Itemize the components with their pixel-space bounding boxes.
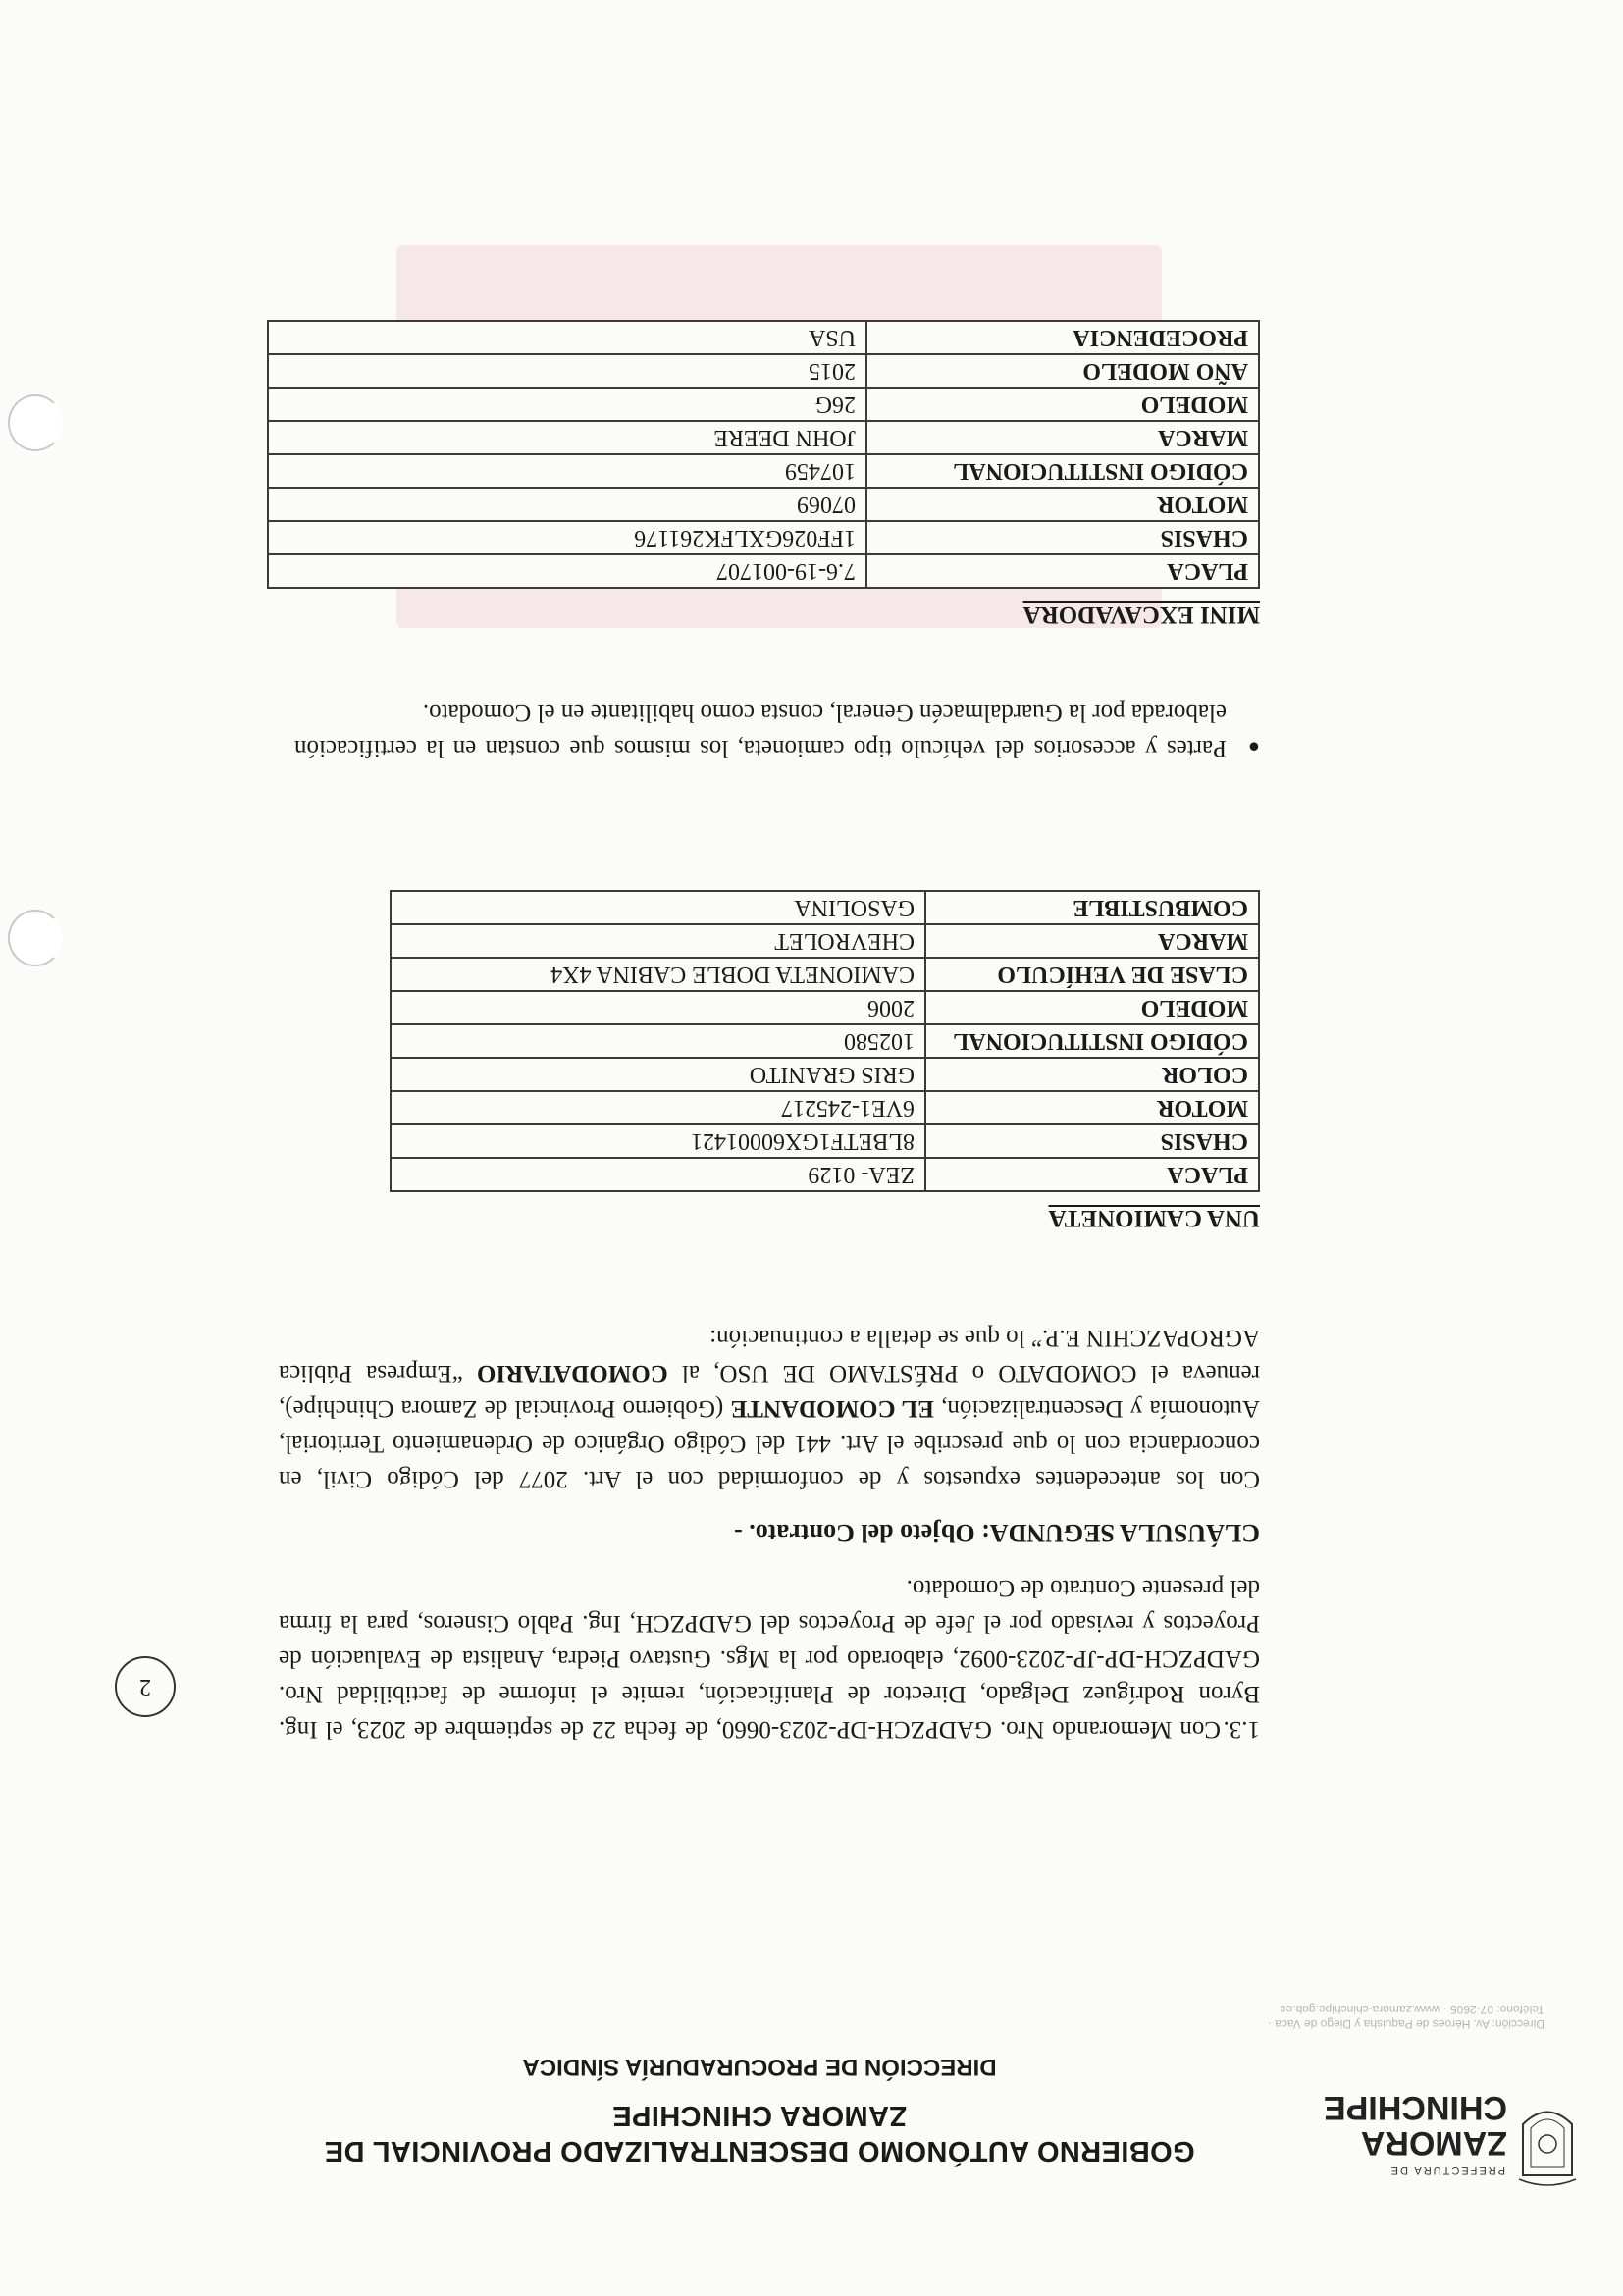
table-row <box>391 1024 1259 1058</box>
spec-label: MARCA <box>866 421 1259 454</box>
prefectura-logo <box>1289 2085 1584 2193</box>
spec-value: GRIS GRANITO <box>391 1058 925 1091</box>
spec-label: COLOR <box>925 1058 1259 1091</box>
spec-label: MODELO <box>925 991 1259 1024</box>
table-row <box>391 1058 1259 1091</box>
spec-value: 2015 <box>268 354 866 388</box>
spec-label: CLASE DE VEHÍCULO <box>925 958 1259 991</box>
clause-comodatario: COMODATARIO <box>476 1360 668 1386</box>
spec-value: CAMIONETA DOBLE CABINA 4X4 <box>391 958 925 991</box>
spec-value: 107459 <box>268 454 866 488</box>
spec-label: MOTOR <box>866 488 1259 521</box>
table-row <box>268 488 1259 521</box>
organization-title: GOBIERNO AUTÓNOMO DESCENTRALIZADO PROVINCIAL DE ZAMORA CHINCHIPE <box>324 2100 1195 2166</box>
table-row <box>268 388 1259 421</box>
spec-label: MODELO <box>866 388 1259 421</box>
spec-value: ZEA- 0129 <box>391 1158 925 1191</box>
spec-label: CHASIS <box>925 1124 1259 1158</box>
spec-value: CHEVROLET <box>391 924 925 958</box>
spec-value: 102580 <box>391 1024 925 1058</box>
table-row <box>268 421 1259 454</box>
spec-label: CHASIS <box>866 521 1259 554</box>
spec-label: CÓDIGO INSTITUCIONAL <box>866 454 1259 488</box>
spec-value: USA <box>268 321 866 354</box>
table-row <box>391 1158 1259 1191</box>
paragraph-1-3 <box>279 1570 1260 1747</box>
clause-comodante: EL COMODANTE <box>730 1395 934 1422</box>
spec-value: GASOLINA <box>391 891 925 924</box>
spec-value: 26G <box>268 388 866 421</box>
punch-hole <box>8 394 63 451</box>
clause-title: CLÁUSULA SEGUNDA: Objeto del Contrato. - <box>734 1519 1260 1547</box>
spec-label: PLACA <box>925 1158 1259 1191</box>
paragraph-text: Con Memorando Nro. GADPZCH-DP-2023-0660, de fecha 22 de septiembre de 2023, el Ing. Byron Rodríguez Delgado, Director de Planificación, remite el informe de factibilidad Nro. GADPZCH-DP-JP-2023-0092, elaborado por la Mgs. Gustavo Piedra, Analista de Evaluación de Proyectos y revisado por el Jefe de Proyectos del GADPZCH, Ing. Pablo Cisneros, para la firma del presente Contrato de Comodato. <box>279 1575 1260 1743</box>
clause-text-mid: (Gobierno Provincial de Zamora Chinchipe), renueva el COMODATO o PRÉSTAMO DE USO, al <box>278 1360 1260 1422</box>
paragraph-number: 1.3. <box>1223 1716 1260 1743</box>
camioneta-table <box>390 890 1260 1192</box>
table-row <box>391 1091 1259 1124</box>
spec-label: AÑO MODELO <box>866 354 1259 388</box>
table-row <box>391 991 1259 1024</box>
table-row <box>268 354 1259 388</box>
table-row <box>391 924 1259 958</box>
logo-line-mid: ZAMORA <box>1360 2124 1507 2162</box>
spec-value: JOHN DEERE <box>268 421 866 454</box>
table-row <box>391 958 1259 991</box>
spec-label: PROCEDENCIA <box>866 321 1259 354</box>
spec-value: 6VE1-245217 <box>391 1091 925 1124</box>
accessories-bullet <box>279 695 1260 765</box>
page-number: 2 <box>115 1656 176 1717</box>
clause-text-end: “Empresa Pública AGROPAZCHIN E.P.” lo que se detalla a continuación: <box>279 1325 1260 1386</box>
bullet-icon: ● <box>1247 736 1260 757</box>
table-row <box>391 1124 1259 1158</box>
spec-value: 07069 <box>268 488 866 521</box>
faint-address: Dirección: Av. Héroes de Paquisha y Diego de Vaca · Teléfono: 07-2605 · www.zamora-chinchipe.gob.ec <box>1267 2003 1544 2031</box>
punch-hole <box>8 910 63 966</box>
department-title: DIRECCIÓN DE PROCURADURÍA SÍNDICA <box>522 2054 997 2080</box>
table-row <box>268 321 1259 354</box>
spec-value: 7.6-19-001707 <box>268 554 866 588</box>
clause-text-intro: Con los antecedentes expuestos y de conformidad con el Art. 2077 del Código Civil, en concordancia con lo que prescribe el Art. 441 del Código Orgánico de Ordenamiento Territorial, Autonomía y Descentralización, <box>279 1395 1260 1492</box>
excavadora-table <box>267 320 1260 589</box>
table-row <box>268 521 1259 554</box>
logo-line-top: PREFECTURA DE <box>1388 2165 1505 2176</box>
spec-label: MARCA <box>925 924 1259 958</box>
spec-label: CÓDIGO INSTITUCIONAL <box>925 1024 1259 1058</box>
bullet-text: Partes y accesorios del vehículo tipo camioneta, los mismos que constan en la certificación elaborada por la Guardalmacén General, consta como habilitante en el Comodato. <box>294 700 1227 761</box>
excavadora-heading: MINI EXCAVADORA <box>1022 601 1260 628</box>
spec-value: 8LBETF1GX60001421 <box>391 1124 925 1158</box>
spec-label: PLACA <box>866 554 1259 588</box>
clause-body <box>279 1320 1260 1496</box>
table-row <box>268 554 1259 588</box>
camioneta-heading: UNA CAMIONETA <box>1048 1205 1260 1231</box>
spec-value: 1FF026GXLFK261176 <box>268 521 866 554</box>
logo-line-bottom: CHINCHIPE <box>1323 2089 1507 2126</box>
spec-value: 2006 <box>391 991 925 1024</box>
spec-label: MOTOR <box>925 1091 1259 1124</box>
spec-label: COMBUSTIBLE <box>925 891 1259 924</box>
table-row <box>391 891 1259 924</box>
table-row <box>268 454 1259 488</box>
